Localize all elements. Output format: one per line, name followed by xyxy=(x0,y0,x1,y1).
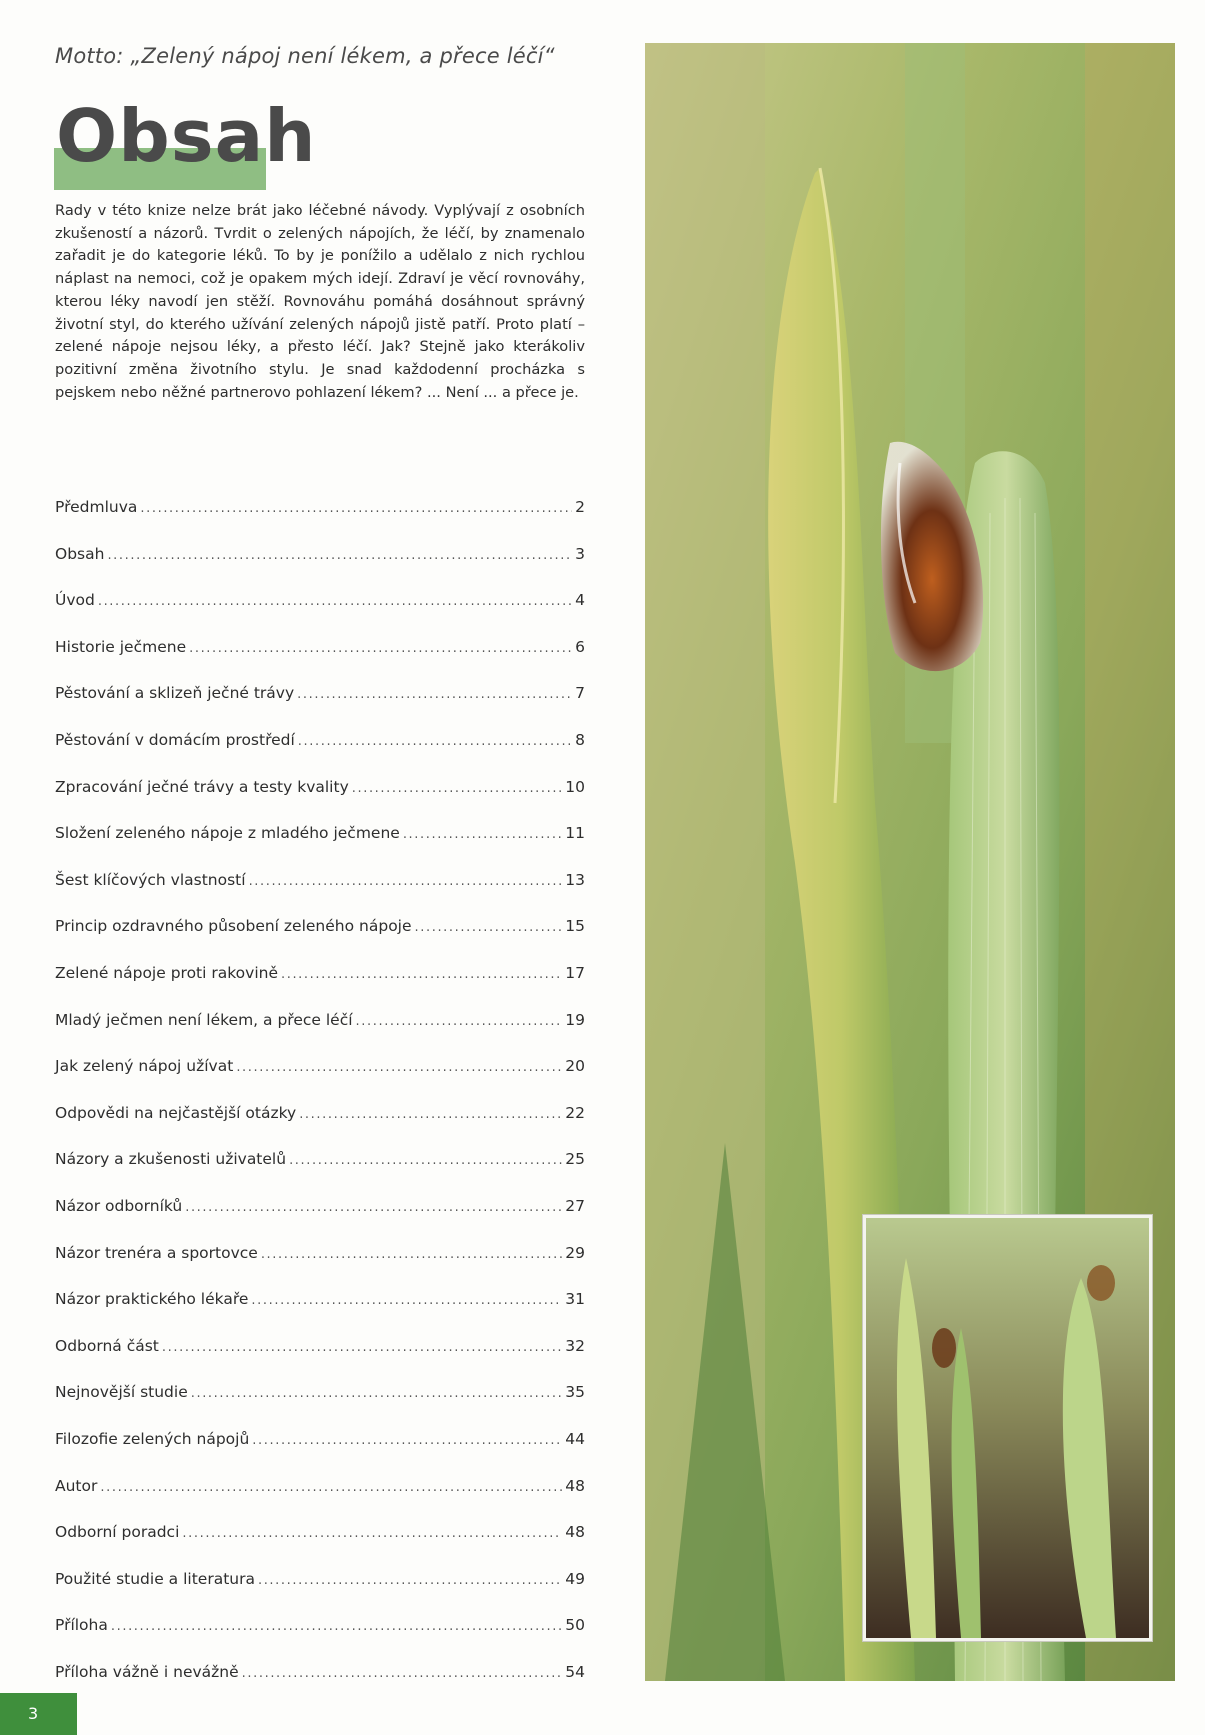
toc-dot-leader xyxy=(356,1014,563,1029)
toc-entry-page: 4 xyxy=(575,591,585,610)
toc-dot-leader xyxy=(100,1480,562,1495)
toc-entry xyxy=(55,871,585,897)
toc-entry-page: 15 xyxy=(565,917,585,936)
toc-dot-leader xyxy=(251,1293,562,1308)
toc-dot-leader xyxy=(415,920,563,935)
toc-dot-leader xyxy=(107,548,572,563)
toc-entry-title: Odborní poradci xyxy=(55,1523,180,1542)
toc-entry-page: 11 xyxy=(565,824,585,843)
toc-entry xyxy=(55,917,585,943)
toc-entry-title: Šest klíčových vlastností xyxy=(55,870,246,889)
toc-entry-page: 29 xyxy=(565,1243,585,1262)
toc-dot-leader xyxy=(261,1247,562,1262)
toc-dot-leader xyxy=(182,1526,562,1541)
toc-entry-title: Autor xyxy=(55,1476,98,1495)
toc-entry-page: 3 xyxy=(575,544,585,563)
toc-entry-title: Názor praktického lékaře xyxy=(55,1290,249,1309)
intro-paragraph: Rady v této knize nelze brát jako léčebné návody. Vyplývají z osobních zkušeností a názorů. Tvrdit o zelených nápojích, že léčí, by znamenalo zařadit je do kategorie léků. To by je ponížilo a udělalo z nich rychlou náplast na nemoci, což je opakem mých idejí. Zdraví je věcí rovnováhy, kterou léky navodí jen stěží. Rovnováhu pomáhá dosáhnout správný životní styl, do kterého užívání zelených nápojů jistě patří. Proto platí – zelené nápoje nejsou léky, a přesto léčí. Jak? Stejně jako kterákoliv pozitivní změna životního stylu. Je snad každodenní procházka s pejskem nebo něžné partnerovo pohlazení lékem? ... Není ... a přece je. xyxy=(55,202,585,401)
toc-dot-leader xyxy=(162,1340,562,1355)
toc-entry xyxy=(55,591,585,617)
toc-entry xyxy=(55,731,585,757)
toc-entry xyxy=(55,1430,585,1456)
toc-entry-page: 7 xyxy=(575,684,585,703)
toc-dot-leader xyxy=(185,1200,562,1215)
toc-entry-title: Předmluva xyxy=(55,498,138,516)
toc-entry xyxy=(55,1244,585,1270)
toc-dot-leader xyxy=(249,874,563,889)
toc-dot-leader xyxy=(140,501,572,516)
toc-dot-leader xyxy=(191,1386,563,1401)
toc-entry-title: Názor odborníků xyxy=(55,1197,183,1215)
toc-entry-page: 20 xyxy=(565,1057,585,1076)
toc-dot-leader xyxy=(111,1619,562,1634)
toc-entry-page: 2 xyxy=(575,498,585,516)
toc-entry xyxy=(55,498,585,524)
toc-entry-title: Odborná část xyxy=(55,1336,159,1355)
toc-entry-title: Mladý ječmen není lékem, a přece léčí xyxy=(55,1010,353,1029)
toc-entry-page: 27 xyxy=(565,1197,585,1215)
toc-entry xyxy=(55,1150,585,1176)
toc-entry-title: Odpovědi na nejčastější otázky xyxy=(55,1103,297,1122)
toc-entry-page: 48 xyxy=(565,1523,585,1542)
toc-dot-leader xyxy=(298,734,572,749)
toc-entry xyxy=(55,545,585,571)
toc-entry xyxy=(55,684,585,710)
toc-entry-page: 6 xyxy=(575,637,585,656)
page-number-box xyxy=(0,1693,77,1735)
toc-entry xyxy=(55,1011,585,1037)
toc-dot-leader xyxy=(299,1107,562,1122)
toc-entry-title: Pěstování a sklizeň ječné trávy xyxy=(55,684,295,703)
toc-entry-title: Historie ječmene xyxy=(55,637,187,656)
toc-entry-page: 10 xyxy=(565,777,585,796)
toc-entry-page: 17 xyxy=(565,964,585,982)
toc-entry-title: Nejnovější studie xyxy=(55,1383,188,1402)
toc-dot-leader xyxy=(242,1666,563,1681)
toc-entry-title: Názory a zkušenosti uživatelů xyxy=(55,1150,287,1169)
toc-dot-leader xyxy=(403,827,562,842)
toc-entry xyxy=(55,1057,585,1083)
toc-dot-leader xyxy=(352,781,563,796)
toc-entry xyxy=(55,1523,585,1549)
toc-entry-page: 31 xyxy=(565,1290,585,1309)
page-number: 3 xyxy=(28,1704,39,1723)
toc-entry-page: 54 xyxy=(565,1663,585,1681)
motto: Motto: „Zelený nápoj není lékem, a přece léčí“ xyxy=(55,44,555,68)
toc-entry-page: 32 xyxy=(565,1336,585,1355)
toc-entry xyxy=(55,1663,585,1689)
toc-entry-title: Úvod xyxy=(55,591,95,610)
toc-dot-leader xyxy=(258,1573,562,1588)
toc-entry xyxy=(55,1104,585,1130)
toc-entry-title: Pěstování v domácím prostředí xyxy=(55,731,295,749)
toc-entry-title: Obsah xyxy=(55,544,105,563)
toc-entry xyxy=(55,1616,585,1642)
toc-entry-page: 25 xyxy=(565,1150,585,1169)
toc-entry-page: 22 xyxy=(565,1103,585,1122)
toc-entry xyxy=(55,1337,585,1363)
toc-entry xyxy=(55,1570,585,1596)
toc-entry-title: Příloha vážně i nevážně xyxy=(55,1663,239,1681)
toc-dot-leader xyxy=(236,1060,562,1075)
toc-entry-title: Názor trenéra a sportovce xyxy=(55,1243,258,1262)
toc-dot-leader xyxy=(289,1153,562,1168)
toc-entry-title: Princip ozdravného působení zeleného nápoje xyxy=(55,917,412,936)
toc-entry-page: 13 xyxy=(565,870,585,889)
toc-dot-leader xyxy=(252,1433,562,1448)
toc-entry xyxy=(55,964,585,990)
toc-entry-title: Jak zelený nápoj užívat xyxy=(55,1057,234,1076)
toc-entry-title: Zelené nápoje proti rakovině xyxy=(55,964,278,982)
toc-entry-page: 19 xyxy=(565,1010,585,1029)
toc-entry xyxy=(55,1290,585,1316)
barley-sprouts-inset-photo xyxy=(863,1215,1152,1641)
toc-entry xyxy=(55,824,585,850)
page-title: Obsah xyxy=(56,94,317,178)
toc-dot-leader xyxy=(98,594,572,609)
toc-entry-title: Zpracování ječné trávy a testy kvality xyxy=(55,777,349,796)
toc-entry xyxy=(55,1477,585,1503)
toc-entry xyxy=(55,1197,585,1223)
toc-entry-page: 35 xyxy=(565,1383,585,1402)
toc-dot-leader xyxy=(297,687,572,702)
toc-entry xyxy=(55,1383,585,1409)
toc-entry-title: Složení zeleného nápoje z mladého ječmene xyxy=(55,824,400,843)
toc-entry-title: Příloha xyxy=(55,1616,108,1635)
page-heading xyxy=(54,94,317,192)
toc-entry xyxy=(55,638,585,664)
toc-entry-page: 50 xyxy=(565,1616,585,1635)
toc-entry xyxy=(55,778,585,804)
toc-entry-page: 48 xyxy=(565,1476,585,1495)
toc-entry-page: 49 xyxy=(565,1569,585,1588)
toc-dot-leader xyxy=(281,967,562,982)
toc-entry-page: 8 xyxy=(575,731,585,749)
toc-entry-title: Filozofie zelených nápojů xyxy=(55,1430,250,1448)
toc-dot-leader xyxy=(189,641,572,656)
toc-entry-page: 44 xyxy=(565,1430,585,1448)
toc-entry-title: Použité studie a literatura xyxy=(55,1569,255,1588)
